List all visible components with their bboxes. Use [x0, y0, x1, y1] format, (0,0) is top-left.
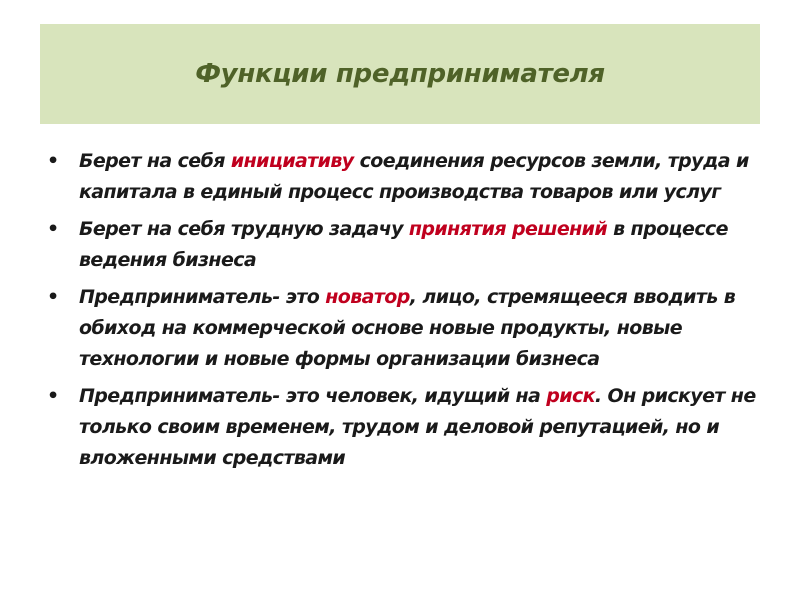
bullet-text: Берет на себя: [79, 150, 231, 172]
bullet-text: . Он рискует не только своим временем, трудом и деловой репутацией, но и вложенными средствами: [79, 385, 756, 469]
bullet-text: Предприниматель- это: [79, 286, 326, 308]
bullet-text: , лицо, стремящееся вводить в обиход на коммерческой основе новые продукты, новые технологии и новые формы организации бизнеса: [79, 286, 736, 370]
bullet-dot-icon: •: [47, 286, 59, 308]
bullet-dot-icon: •: [47, 218, 59, 240]
bullet-text: соединения ресурсов земли, труда и капитала в единый процесс производства товаров или услуг: [79, 150, 749, 203]
bullet-text: Берет на себя трудную задачу: [79, 218, 409, 240]
bullet-item-initiative: [44, 146, 764, 208]
title-band: [40, 24, 760, 124]
highlight-term: риск: [546, 385, 595, 407]
bullet-dot-icon: •: [47, 150, 59, 172]
bullet-item-innovator: [44, 282, 764, 375]
bullet-list: [44, 146, 764, 474]
slide-title: Функции предпринимателя: [195, 59, 605, 89]
bullet-text: в процессе ведения бизнеса: [79, 218, 728, 271]
highlight-term: принятия решений: [408, 218, 608, 240]
highlight-term: новатор: [325, 286, 410, 308]
bullet-item-risk: [44, 381, 764, 474]
bullet-item-decisions: [44, 214, 764, 276]
bullet-text: Предприниматель- это человек, идущий на: [79, 385, 547, 407]
bullet-dot-icon: •: [47, 385, 59, 407]
highlight-term: инициативу: [230, 150, 354, 172]
